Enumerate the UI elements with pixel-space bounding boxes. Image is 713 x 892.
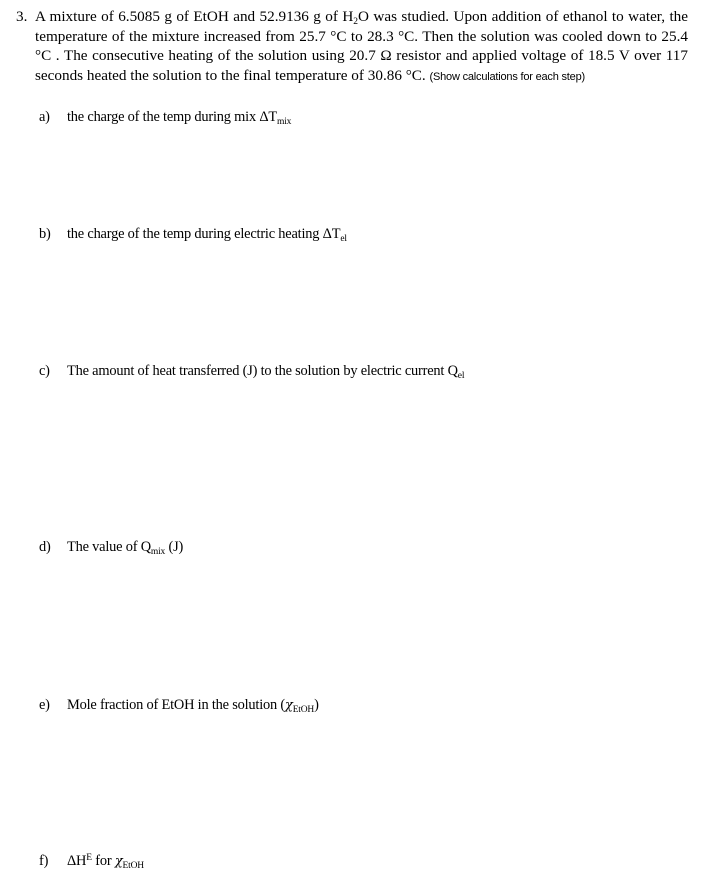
part-c-subscript: el [457, 371, 465, 381]
part-a-text: the charge of the temp during mix ΔT [67, 109, 277, 125]
water-subscript: 2 [353, 17, 359, 27]
part-e-text: Mole fraction of EtOH in the solution ( [67, 697, 286, 713]
part-d-label: d) [39, 539, 51, 555]
part-c-text: The amount of heat transferred (J) to the solution by electric current Q [67, 363, 458, 379]
part-f-text-2: for [91, 853, 115, 869]
part-d-text: The value of Q [67, 539, 151, 555]
part-e-subscript: EtOH [292, 705, 315, 715]
problem-body [35, 7, 688, 87]
instructions-note: (Show calculations for each step) [429, 70, 585, 83]
part-c [39, 362, 464, 380]
part-b-label: b) [39, 226, 51, 242]
part-a-label: a) [39, 109, 50, 125]
part-d-tail: (J) [165, 539, 184, 555]
part-e-tail: ) [314, 697, 319, 713]
problem-text-2: O was studied. Upon addition of ethanol to water, the temperature of the mixture increased from 25.7 °C to 28.3 °C. Then the solution was cooled down to 25.4 °C . The consecutive heating of the solution using 20.7 Ω resistor and applied voltage of 18.5 V over 117 seconds heated the solution to the final temperature of 30.86 °C. [35, 8, 688, 84]
part-b-subscript: el [340, 234, 347, 244]
part-d [39, 538, 183, 556]
part-f-subscript: EtOH [122, 861, 144, 871]
part-f-superscript: E [86, 853, 92, 863]
part-e [39, 696, 319, 715]
part-e-chi-symbol: χ [285, 698, 293, 713]
part-a [39, 108, 291, 126]
problem-statement [16, 7, 688, 87]
part-d-subscript: mix [150, 547, 166, 557]
part-e-label: e) [39, 697, 50, 713]
problem-number: 3. [16, 8, 28, 25]
part-a-subscript: mix [277, 117, 292, 127]
part-b [39, 225, 347, 243]
problem-text-1: A mixture of 6.5085 g of EtOH and 52.9136 g of H [35, 8, 354, 25]
part-f-label: f) [39, 853, 49, 869]
part-b-text: the charge of the temp during electric heating ΔT [67, 226, 341, 242]
part-f-chi-symbol: χ [114, 854, 123, 869]
part-c-label: c) [39, 363, 50, 379]
part-f [39, 852, 144, 871]
part-f-text: ΔH [67, 853, 87, 869]
